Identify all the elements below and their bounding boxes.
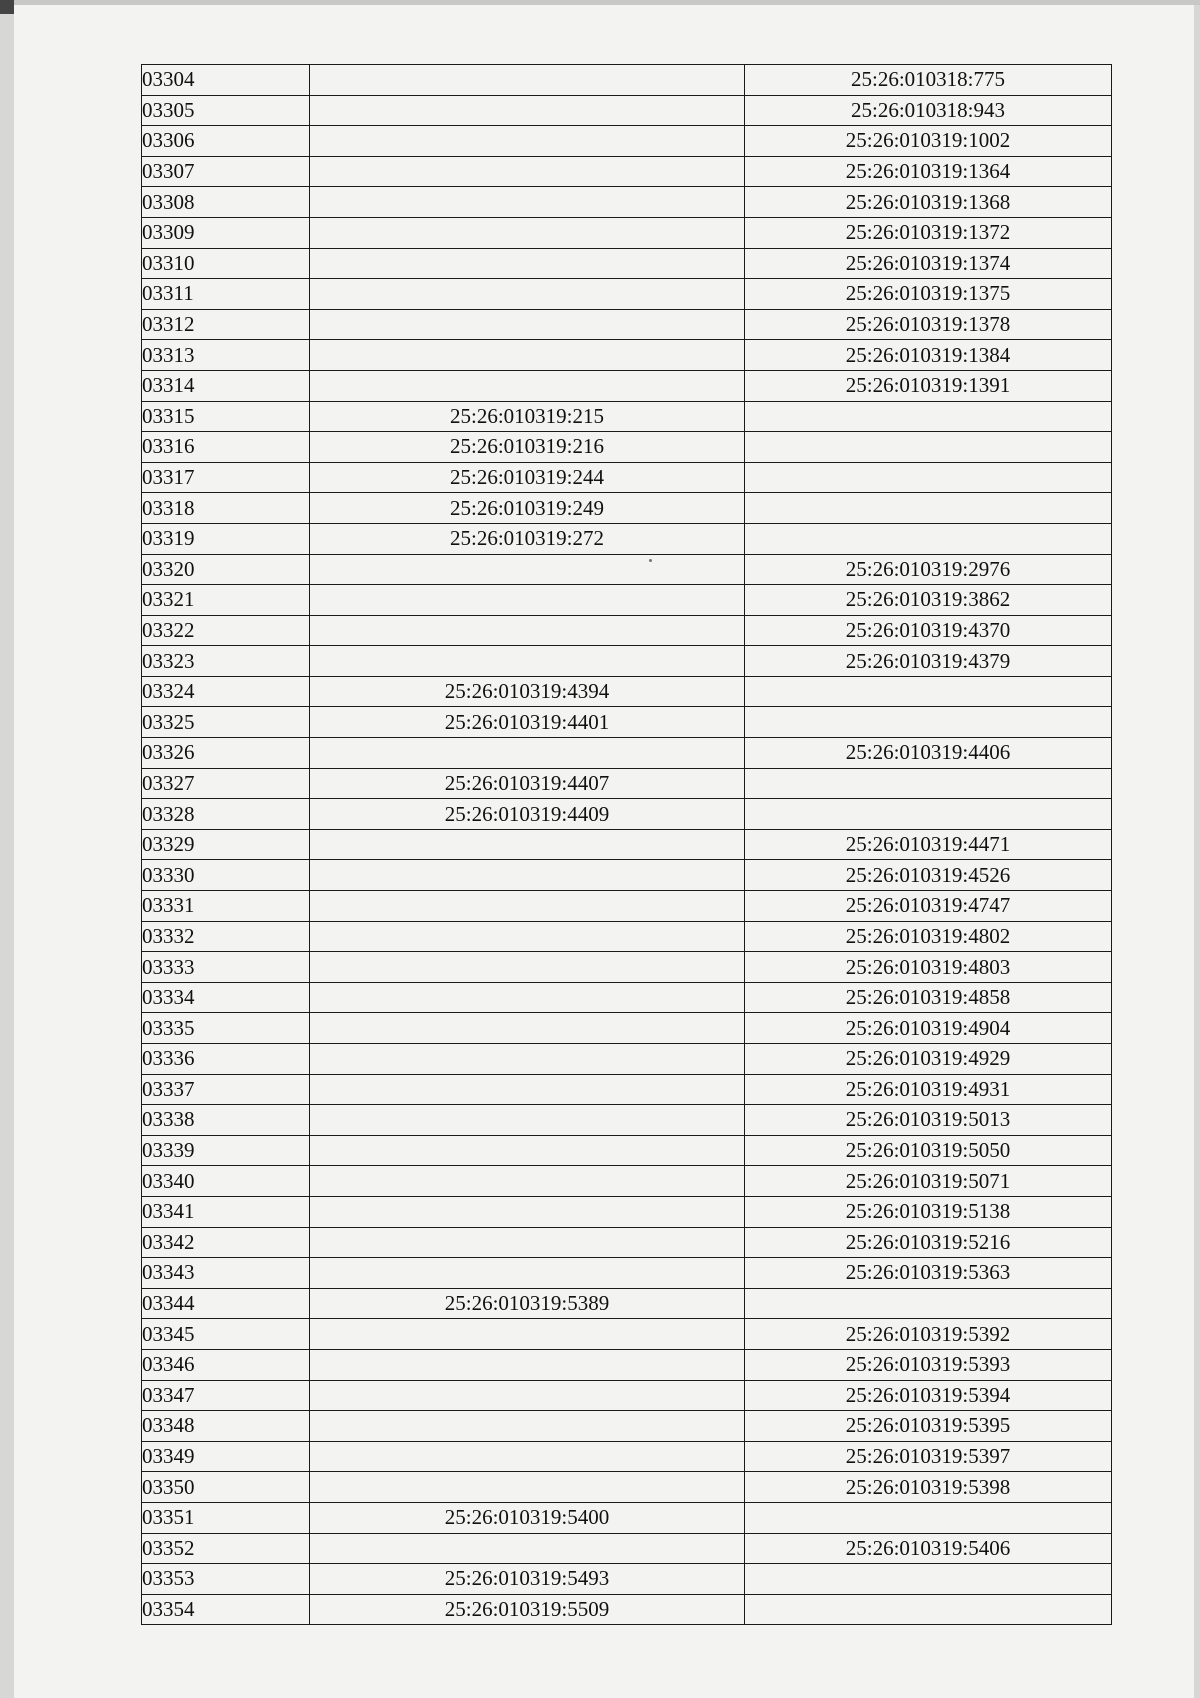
cadastral-number-cell-left (310, 217, 745, 248)
cadastral-number-cell-left (310, 738, 745, 769)
row-number-cell: 03317 (142, 462, 310, 493)
table-row (142, 156, 1112, 187)
cadastral-number-cell-right (745, 432, 1112, 463)
row-number-cell: 03333 (142, 952, 310, 983)
cadastral-number-cell-right: 25:26:010319:1002 (745, 126, 1112, 157)
row-number-cell: 03339 (142, 1135, 310, 1166)
table-row (142, 1594, 1112, 1625)
row-number-cell: 03353 (142, 1564, 310, 1595)
cadastral-number-cell-right: 25:26:010319:1375 (745, 279, 1112, 310)
cadastral-number-cell-left: 25:26:010319:4401 (310, 707, 745, 738)
row-number-cell: 03328 (142, 799, 310, 830)
cadastral-number-cell-left (310, 1135, 745, 1166)
cadastral-number-cell-right (745, 1594, 1112, 1625)
scan-speck (649, 559, 652, 562)
row-number-cell: 03347 (142, 1380, 310, 1411)
row-number-cell: 03322 (142, 615, 310, 646)
cadastral-number-cell-left: 25:26:010319:5400 (310, 1502, 745, 1533)
table-row (142, 738, 1112, 769)
row-number-cell: 03349 (142, 1441, 310, 1472)
table-row (142, 1013, 1112, 1044)
cadastral-number-cell-left (310, 1166, 745, 1197)
cadastral-number-cell-right (745, 768, 1112, 799)
row-number-cell: 03319 (142, 523, 310, 554)
table-body (142, 65, 1112, 1625)
cadastral-number-cell-right: 25:26:010319:5138 (745, 1196, 1112, 1227)
table-row (142, 1564, 1112, 1595)
cadastral-number-cell-right: 25:26:010319:1391 (745, 370, 1112, 401)
cadastral-number-cell-left (310, 1380, 745, 1411)
table-row (142, 1166, 1112, 1197)
cadastral-number-cell-right (745, 523, 1112, 554)
cadastral-number-cell-right: 25:26:010319:5395 (745, 1411, 1112, 1442)
row-number-cell: 03332 (142, 921, 310, 952)
row-number-cell: 03321 (142, 585, 310, 616)
cadastral-number-cell-right (745, 799, 1112, 830)
table-row (142, 646, 1112, 677)
cadastral-number-cell-right: 25:26:010319:1368 (745, 187, 1112, 218)
table-row (142, 585, 1112, 616)
cadastral-number-table (141, 64, 1112, 1625)
scan-corner-mark (0, 0, 14, 14)
table-row (142, 799, 1112, 830)
cadastral-number-cell-right: 25:26:010319:4526 (745, 860, 1112, 891)
table-row (142, 248, 1112, 279)
row-number-cell: 03320 (142, 554, 310, 585)
cadastral-number-cell-right: 25:26:010319:5363 (745, 1258, 1112, 1289)
cadastral-number-cell-left: 25:26:010319:4409 (310, 799, 745, 830)
table-row (142, 462, 1112, 493)
row-number-cell: 03330 (142, 860, 310, 891)
row-number-cell: 03345 (142, 1319, 310, 1350)
row-number-cell: 03312 (142, 309, 310, 340)
cadastral-number-cell-left (310, 1013, 745, 1044)
cadastral-number-cell-right: 25:26:010319:4929 (745, 1044, 1112, 1075)
cadastral-number-cell-left: 25:26:010319:4394 (310, 676, 745, 707)
row-number-cell: 03334 (142, 982, 310, 1013)
table-row (142, 768, 1112, 799)
cadastral-number-cell-left (310, 248, 745, 279)
row-number-cell: 03344 (142, 1288, 310, 1319)
cadastral-number-cell-left (310, 891, 745, 922)
table-row (142, 432, 1112, 463)
cadastral-number-cell-left (310, 1196, 745, 1227)
cadastral-number-cell-right: 25:26:010318:775 (745, 65, 1112, 96)
cadastral-number-cell-right (745, 1502, 1112, 1533)
table-row (142, 1441, 1112, 1472)
table-row (142, 829, 1112, 860)
table-row (142, 1502, 1112, 1533)
row-number-cell: 03316 (142, 432, 310, 463)
cadastral-number-cell-right: 25:26:010319:4904 (745, 1013, 1112, 1044)
cadastral-number-cell-left (310, 1411, 745, 1442)
cadastral-number-cell-left: 25:26:010319:249 (310, 493, 745, 524)
table-row (142, 921, 1112, 952)
table-row (142, 952, 1112, 983)
cadastral-number-cell-left (310, 1044, 745, 1075)
table-row (142, 65, 1112, 96)
table-row (142, 279, 1112, 310)
row-number-cell: 03305 (142, 95, 310, 126)
cadastral-number-cell-right (745, 401, 1112, 432)
table-row (142, 1196, 1112, 1227)
row-number-cell: 03340 (142, 1166, 310, 1197)
table-row (142, 370, 1112, 401)
cadastral-number-cell-right: 25:26:010319:3862 (745, 585, 1112, 616)
cadastral-number-cell-left: 25:26:010319:5389 (310, 1288, 745, 1319)
cadastral-number-cell-right: 25:26:010319:1384 (745, 340, 1112, 371)
cadastral-number-cell-right: 25:26:010319:5071 (745, 1166, 1112, 1197)
row-number-cell: 03326 (142, 738, 310, 769)
cadastral-number-cell-right: 25:26:010319:5406 (745, 1533, 1112, 1564)
cadastral-number-cell-left: 25:26:010319:244 (310, 462, 745, 493)
row-number-cell: 03338 (142, 1105, 310, 1136)
cadastral-number-cell-left (310, 95, 745, 126)
cadastral-number-cell-left (310, 554, 745, 585)
cadastral-number-cell-left (310, 585, 745, 616)
cadastral-number-cell-right: 25:26:010319:5392 (745, 1319, 1112, 1350)
row-number-cell: 03318 (142, 493, 310, 524)
row-number-cell: 03336 (142, 1044, 310, 1075)
row-number-cell: 03350 (142, 1472, 310, 1503)
cadastral-number-cell-right: 25:26:010319:4931 (745, 1074, 1112, 1105)
table-row (142, 982, 1112, 1013)
cadastral-number-cell-right: 25:26:010319:1364 (745, 156, 1112, 187)
cadastral-number-cell-left (310, 1349, 745, 1380)
table-row (142, 1349, 1112, 1380)
cadastral-number-cell-left: 25:26:010319:215 (310, 401, 745, 432)
cadastral-number-cell-left (310, 1533, 745, 1564)
table-row (142, 1380, 1112, 1411)
cadastral-number-cell-right: 25:26:010319:5050 (745, 1135, 1112, 1166)
row-number-cell: 03315 (142, 401, 310, 432)
row-number-cell: 03348 (142, 1411, 310, 1442)
row-number-cell: 03324 (142, 676, 310, 707)
row-number-cell: 03327 (142, 768, 310, 799)
cadastral-number-cell-left (310, 370, 745, 401)
row-number-cell: 03342 (142, 1227, 310, 1258)
row-number-cell: 03310 (142, 248, 310, 279)
table-row (142, 615, 1112, 646)
cadastral-number-cell-right: 25:26:010319:4858 (745, 982, 1112, 1013)
cadastral-number-cell-right: 25:26:010319:4379 (745, 646, 1112, 677)
cadastral-number-cell-left (310, 340, 745, 371)
cadastral-number-cell-left (310, 860, 745, 891)
cadastral-number-cell-left: 25:26:010319:5493 (310, 1564, 745, 1595)
scan-edge (0, 0, 1200, 5)
table-row (142, 493, 1112, 524)
cadastral-number-cell-right (745, 1564, 1112, 1595)
table-row (142, 554, 1112, 585)
cadastral-number-cell-left (310, 1105, 745, 1136)
cadastral-number-cell-left: 25:26:010319:5509 (310, 1594, 745, 1625)
cadastral-number-cell-right: 25:26:010319:5398 (745, 1472, 1112, 1503)
row-number-cell: 03306 (142, 126, 310, 157)
cadastral-number-cell-right: 25:26:010318:943 (745, 95, 1112, 126)
cadastral-number-cell-left (310, 65, 745, 96)
table-row (142, 1105, 1112, 1136)
cadastral-number-cell-left (310, 982, 745, 1013)
cadastral-number-cell-right: 25:26:010319:5393 (745, 1349, 1112, 1380)
cadastral-number-cell-right: 25:26:010319:4471 (745, 829, 1112, 860)
cadastral-number-cell-left (310, 952, 745, 983)
table-row (142, 309, 1112, 340)
cadastral-number-cell-left (310, 1074, 745, 1105)
row-number-cell: 03346 (142, 1349, 310, 1380)
cadastral-number-cell-right (745, 707, 1112, 738)
table-row (142, 523, 1112, 554)
cadastral-number-cell-left (310, 646, 745, 677)
cadastral-number-cell-right: 25:26:010319:4802 (745, 921, 1112, 952)
table-row (142, 1044, 1112, 1075)
table-row (142, 126, 1112, 157)
table-row (142, 707, 1112, 738)
cadastral-number-cell-left (310, 921, 745, 952)
row-number-cell: 03329 (142, 829, 310, 860)
cadastral-number-cell-left (310, 615, 745, 646)
cadastral-number-cell-right (745, 1288, 1112, 1319)
row-number-cell: 03351 (142, 1502, 310, 1533)
table-row (142, 1074, 1112, 1105)
table-row (142, 1472, 1112, 1503)
cadastral-number-cell-right: 25:26:010319:1374 (745, 248, 1112, 279)
cadastral-number-cell-left (310, 156, 745, 187)
cadastral-number-cell-right: 25:26:010319:4406 (745, 738, 1112, 769)
cadastral-number-cell-right: 25:26:010319:5216 (745, 1227, 1112, 1258)
table-row (142, 1288, 1112, 1319)
table-row (142, 401, 1112, 432)
cadastral-number-cell-right: 25:26:010319:4370 (745, 615, 1112, 646)
cadastral-number-cell-right (745, 676, 1112, 707)
row-number-cell: 03314 (142, 370, 310, 401)
row-number-cell: 03307 (142, 156, 310, 187)
cadastral-number-cell-right: 25:26:010319:5013 (745, 1105, 1112, 1136)
cadastral-number-cell-left: 25:26:010319:216 (310, 432, 745, 463)
row-number-cell: 03352 (142, 1533, 310, 1564)
table-row (142, 187, 1112, 218)
row-number-cell: 03325 (142, 707, 310, 738)
cadastral-number-cell-left (310, 279, 745, 310)
cadastral-number-cell-right: 25:26:010319:1372 (745, 217, 1112, 248)
table-row (142, 1258, 1112, 1289)
cadastral-number-cell-right: 25:26:010319:1378 (745, 309, 1112, 340)
table-row (142, 891, 1112, 922)
table-row (142, 860, 1112, 891)
row-number-cell: 03335 (142, 1013, 310, 1044)
cadastral-number-cell-right (745, 493, 1112, 524)
cadastral-number-cell-left (310, 309, 745, 340)
table-row (142, 217, 1112, 248)
table-row (142, 1227, 1112, 1258)
cadastral-number-cell-left (310, 1227, 745, 1258)
row-number-cell: 03323 (142, 646, 310, 677)
cadastral-number-cell-left (310, 1319, 745, 1350)
cadastral-number-cell-left: 25:26:010319:272 (310, 523, 745, 554)
cadastral-number-cell-left (310, 1258, 745, 1289)
cadastral-number-cell-right: 25:26:010319:5394 (745, 1380, 1112, 1411)
table-row (142, 1411, 1112, 1442)
row-number-cell: 03311 (142, 279, 310, 310)
cadastral-number-cell-left (310, 1472, 745, 1503)
row-number-cell: 03313 (142, 340, 310, 371)
cadastral-number-cell-left (310, 126, 745, 157)
table-row (142, 95, 1112, 126)
table-row (142, 676, 1112, 707)
row-number-cell: 03354 (142, 1594, 310, 1625)
cadastral-number-cell-left (310, 187, 745, 218)
cadastral-number-cell-right (745, 462, 1112, 493)
table-row (142, 340, 1112, 371)
cadastral-number-cell-right: 25:26:010319:2976 (745, 554, 1112, 585)
cadastral-number-cell-right: 25:26:010319:4747 (745, 891, 1112, 922)
row-number-cell: 03343 (142, 1258, 310, 1289)
row-number-cell: 03304 (142, 65, 310, 96)
table-row (142, 1135, 1112, 1166)
row-number-cell: 03308 (142, 187, 310, 218)
cadastral-number-cell-left: 25:26:010319:4407 (310, 768, 745, 799)
row-number-cell: 03331 (142, 891, 310, 922)
cadastral-number-cell-left (310, 829, 745, 860)
row-number-cell: 03309 (142, 217, 310, 248)
row-number-cell: 03337 (142, 1074, 310, 1105)
row-number-cell: 03341 (142, 1196, 310, 1227)
cadastral-number-cell-right: 25:26:010319:4803 (745, 952, 1112, 983)
cadastral-number-cell-left (310, 1441, 745, 1472)
table-row (142, 1319, 1112, 1350)
cadastral-number-cell-right: 25:26:010319:5397 (745, 1441, 1112, 1472)
table-row (142, 1533, 1112, 1564)
